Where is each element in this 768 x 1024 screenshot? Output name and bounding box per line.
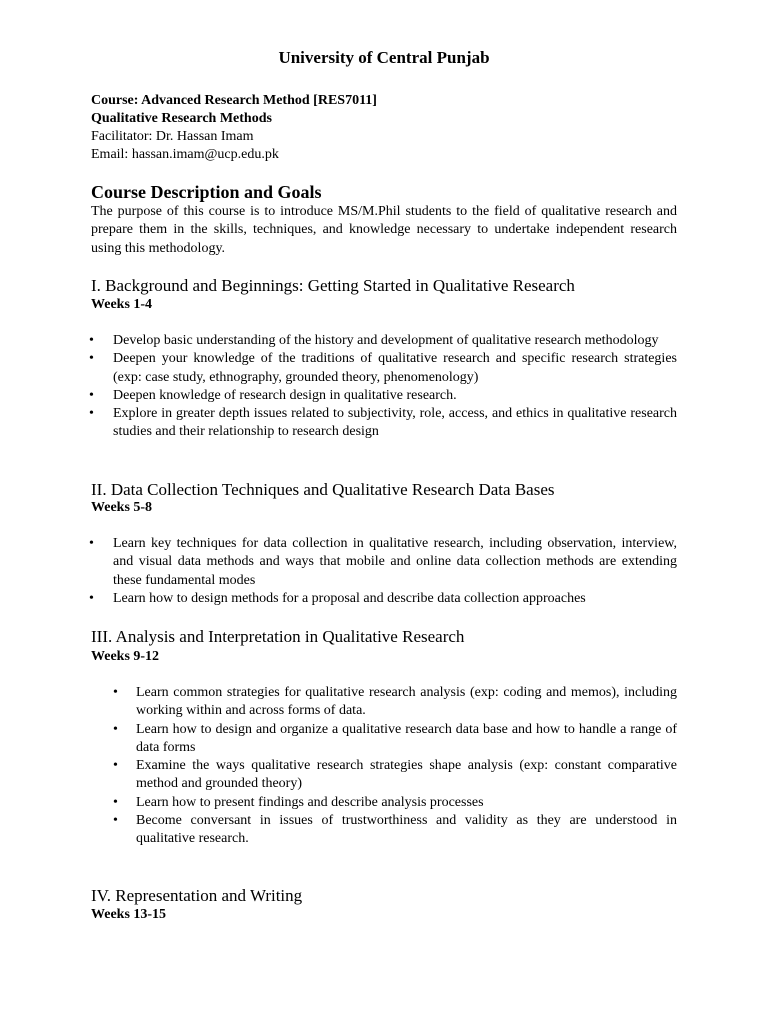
list-item	[89, 405, 677, 442]
list-item	[113, 757, 677, 794]
list-item-text: Become conversant in issues of trustworthiness and validity as they are understood in qualitative research.	[136, 813, 677, 847]
course-subtitle: Qualitative Research Methods	[91, 111, 272, 126]
section-2-heading: II. Data Collection Techniques and Qualitative Research Data Bases	[91, 480, 555, 499]
bullet-icon: •	[89, 387, 94, 403]
description-heading: Course Description and Goals	[91, 182, 322, 202]
list-item	[89, 350, 677, 387]
section-1-list	[89, 332, 677, 442]
bullet-icon: •	[89, 333, 94, 348]
list-item	[113, 794, 677, 812]
section-4-weeks: Weeks 13-15	[91, 907, 167, 922]
list-item-text: Learn common strategies for qualitative research analysis (exp: coding and memos), including working within and across forms of data.	[136, 685, 677, 719]
section-3-heading: III. Analysis and Interpretation in Qualitative Research	[91, 627, 465, 646]
list-item	[89, 535, 677, 590]
description-text: The purpose of this course is to introduce MS/M.Phil students to the field of qualitative research and prepare them in the skills, techniques, and knowledge necessary to undertake independent research using this methodology.	[91, 204, 677, 256]
bullet-icon: •	[113, 721, 118, 737]
list-item-text: Learn how to design methods for a proposal and describe data collection approaches	[113, 590, 586, 606]
section-2-list	[89, 535, 677, 608]
list-item	[113, 684, 677, 721]
email-line: Email: hassan.imam@ucp.edu.pk	[91, 147, 279, 162]
list-item-text: Learn how to design and organize a qualitative research data base and how to handle a range of data forms	[136, 721, 677, 755]
bullet-icon: •	[89, 536, 94, 551]
list-item	[113, 721, 677, 758]
section-3-list	[113, 684, 677, 849]
course-line: Course: Advanced Research Method [RES7011]	[91, 93, 377, 108]
bullet-icon: •	[89, 351, 94, 367]
university-title: University of Central Punjab	[278, 48, 490, 67]
list-item-text: Explore in greater depth issues related to subjectivity, role, access, and ethics in qualitative research studies and their relationship to research design	[113, 406, 677, 440]
facilitator-line: Facilitator: Dr. Hassan Imam	[91, 129, 254, 144]
section-1-weeks: Weeks 1-4	[91, 297, 153, 312]
bullet-icon: •	[113, 794, 118, 810]
bullet-icon: •	[113, 813, 118, 829]
section-1-heading: I. Background and Beginnings: Getting Started in Qualitative Research	[91, 276, 575, 295]
list-item	[89, 387, 677, 405]
list-item	[113, 812, 677, 849]
list-item-text: Learn key techniques for data collection in qualitative research, including observation, interview, and visual data methods and ways that mobile and online data collection methods are extending these fundamental modes	[113, 536, 677, 588]
bullet-icon: •	[89, 406, 94, 422]
list-item-text: Develop basic understanding of the history and development of qualitative research methodology	[113, 333, 659, 348]
bullet-icon: •	[89, 590, 94, 606]
list-item-text: Deepen your knowledge of the traditions of qualitative research and specific research strategies (exp: case study, ethnography, grounded theory, phenomenology)	[113, 351, 677, 385]
bullet-icon: •	[113, 685, 118, 700]
list-item-text: Learn how to present findings and describe analysis processes	[136, 794, 484, 810]
list-item	[89, 590, 677, 608]
list-item	[89, 332, 677, 350]
bullet-icon: •	[113, 758, 118, 774]
list-item-text: Deepen knowledge of research design in qualitative research.	[113, 387, 457, 403]
section-4-heading: IV. Representation and Writing	[91, 886, 303, 905]
section-2-weeks: Weeks 5-8	[91, 500, 153, 515]
course-info	[91, 92, 377, 164]
section-3-weeks: Weeks 9-12	[91, 649, 160, 664]
list-item-text: Examine the ways qualitative research strategies shape analysis (exp: constant comparative method and grounded theory)	[136, 758, 677, 792]
